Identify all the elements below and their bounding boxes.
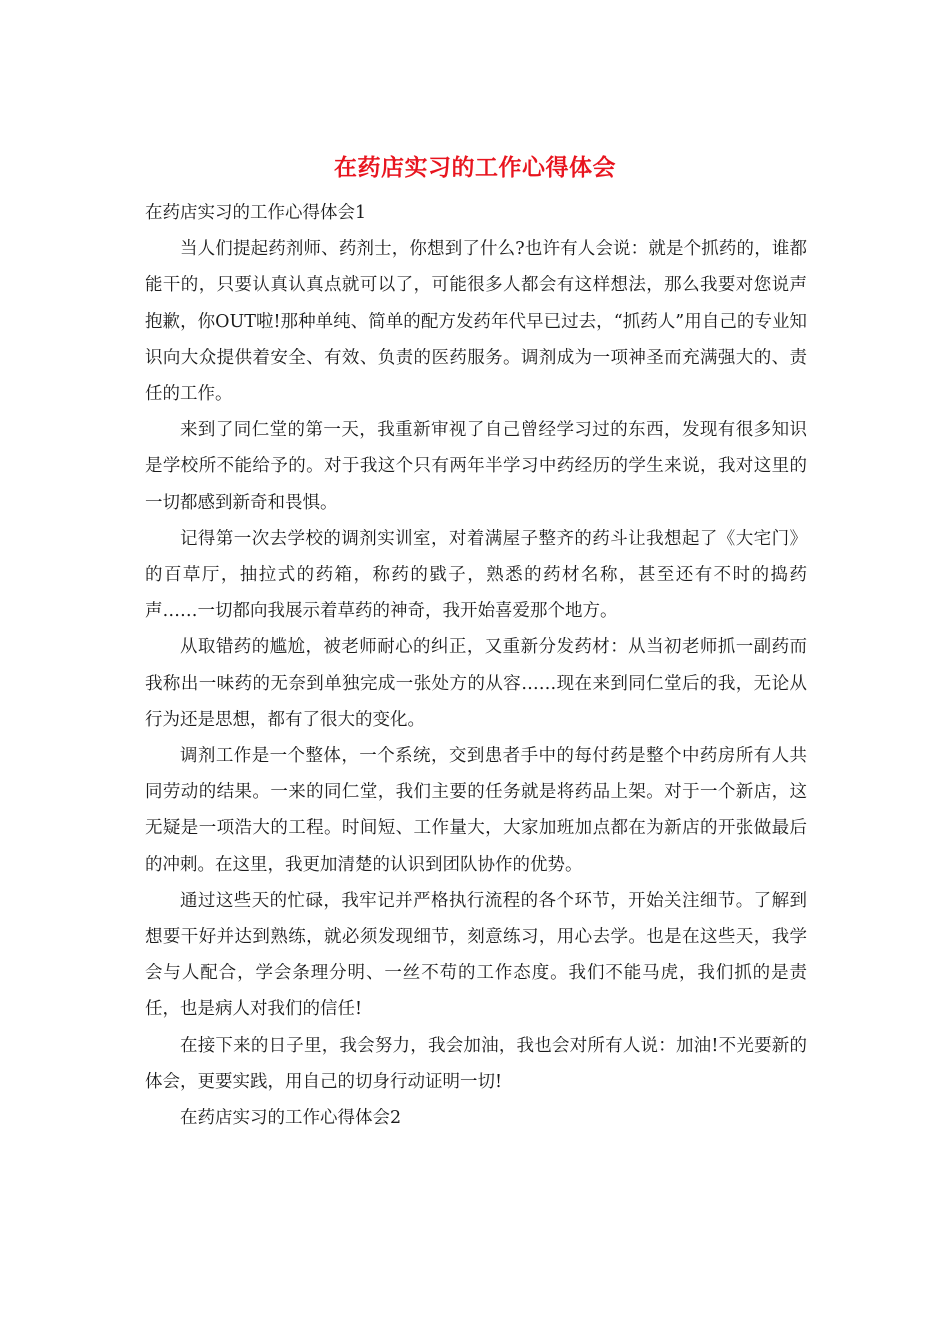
paragraph: 调剂工作是一个整体，一个系统，交到患者手中的每付药是整个中药房所有人共同劳动的结果。一来的同仁堂，我们主要的任务就是将药品上架。对于一个新店，这无疑是一项浩大的工程。时间短、工作量大，大家加班加点都在为新店的开张做最后的冲刺。在这里，我更加清楚的认识到团队协作的优势。	[145, 746, 807, 875]
paragraph: 记得第一次去学校的调剂实训室，对着满屋子整齐的药斗让我想起了《大宅门》的百草厅，抽拉式的药箱，称药的戥子，熟悉的药材名称，甚至还有不时的捣药声……一切都向我展示着草药的神奇，我开始喜爱那个地方。	[145, 528, 807, 622]
document-body	[145, 195, 807, 1136]
paragraph: 当人们提起药剂师、药剂士，你想到了什么?也许有人会说：就是个抓药的，谁都能干的，只要认真认真点就可以了，可能很多人都会有这样想法，那么我要对您说声抱歉，你OUT啦!那种单纯、简单的配方发药年代早已过去，“抓药人”用自己的专业知识向大众提供着安全、有效、负责的医药服务。调剂成为一项神圣而充满强大的、责任的工作。	[145, 239, 807, 405]
paragraph: 从取错药的尴尬，被老师耐心的纠正，又重新分发药材：从当初老师抓一副药而我称出一味药的无奈到单独完成一张处方的从容……现在来到同仁堂后的我，无论从行为还是思想，都有了很大的变化。	[145, 637, 807, 730]
section-1-heading: 在药店实习的工作心得体会1	[145, 203, 367, 223]
paragraph: 在接下来的日子里，我会努力，我会加油，我也会对所有人说：加油!不光要新的体会，更要实践，用自己的切身行动证明一切!	[145, 1035, 807, 1092]
document-title: 在药店实习的工作心得体会	[334, 154, 616, 181]
paragraph: 来到了同仁堂的第一天，我重新审视了自己曾经学习过的东西，发现有很多知识是学校所不能给予的。对于我这个只有两年半学习中药经历的学生来说，我对这里的一切都感到新奇和畏惧。	[145, 420, 807, 513]
paragraph: 通过这些天的忙碌，我牢记并严格执行流程的各个环节，开始关注细节。了解到想要干好并达到熟练，就必须发现细节，刻意练习，用心去学。也是在这些天，我学会与人配合，学会条理分明、一丝不苟的工作态度。我们不能马虎，我们抓的是责任，也是病人对我们的信任!	[145, 890, 807, 1020]
section-2-heading: 在药店实习的工作心得体会2	[180, 1108, 402, 1129]
